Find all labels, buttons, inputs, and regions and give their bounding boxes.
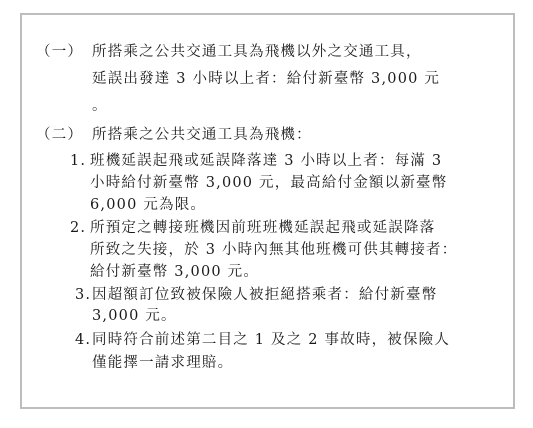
item-2-line-2: 所致之失接，於 3 小時內無其他班機可供其轉接者： bbox=[90, 242, 458, 258]
item-3-number: 3. bbox=[75, 287, 92, 303]
section-2-marker: （二） bbox=[36, 127, 84, 143]
item-2-number: 2. bbox=[70, 220, 87, 236]
item-2-line-3: 給付新臺幣 3,000 元。 bbox=[90, 264, 260, 280]
item-3-line-2: 3,000 元。 bbox=[92, 308, 177, 324]
section-1-line-3: 。 bbox=[92, 98, 108, 114]
item-1-line-2: 小時給付新臺幣 3,000 元，最高給付金額以新臺幣 bbox=[90, 175, 448, 191]
item-4-number: 4. bbox=[75, 332, 92, 348]
item-1-line-1: 班機延誤起飛或延誤降落達 3 小時以上者：每滿 3 bbox=[90, 153, 443, 169]
item-1-number: 1. bbox=[70, 153, 87, 169]
section-1-marker: （一） bbox=[36, 44, 84, 60]
item-4-line-1: 同時符合前述第二目之 1 及之 2 事故時，被保險人 bbox=[92, 332, 451, 348]
item-2-line-1: 所預定之轉接班機因前班班機延誤起飛或延誤降落 bbox=[90, 220, 436, 236]
item-4-line-2: 僅能擇一請求理賠。 bbox=[92, 355, 234, 371]
section-1-line-1: 所搭乘之公共交通工具為飛機以外之交通工具， bbox=[92, 44, 422, 60]
section-1-line-2: 延誤出發達 3 小時以上者：給付新臺幣 3,000 元 bbox=[92, 71, 441, 87]
item-3-line-1: 因超額訂位致被保險人被拒絕搭乘者：給付新臺幣 bbox=[92, 287, 438, 303]
section-2-heading: 所搭乘之公共交通工具為飛機： bbox=[92, 127, 312, 143]
item-1-line-3: 6,000 元為限。 bbox=[90, 197, 207, 213]
